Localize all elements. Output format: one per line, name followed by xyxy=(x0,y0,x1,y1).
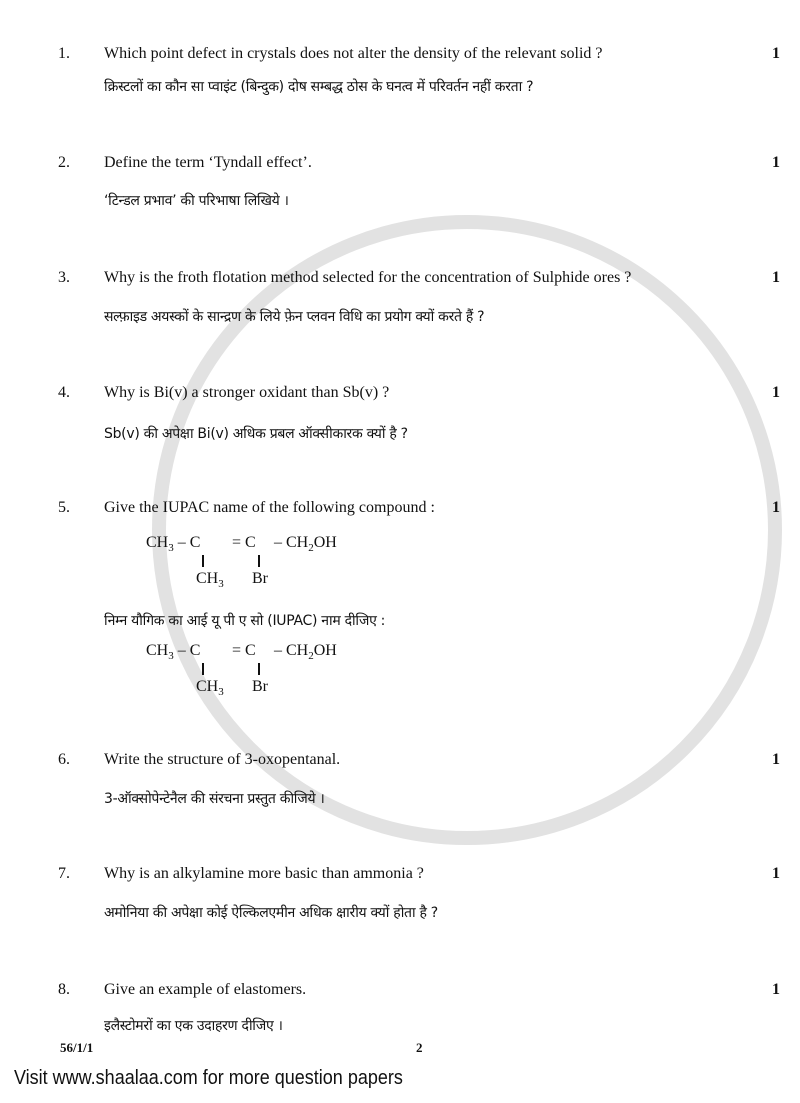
question-text-hindi: सल्फ़ाइड अयस्कों के सान्द्रण के लिये फ़ेन प्लवन विधि का प्रयोग क्यों करते हैं ? xyxy=(104,309,485,325)
formula-ch3: CH xyxy=(146,534,169,551)
subscript: 2 xyxy=(308,650,314,663)
question-text-hindi: क्रिस्टलों का कौन सा प्वाइंट (बिन्दुक) दोष सम्बद्ध ठोस के घनत्व में परिवर्तन नहीं करता ? xyxy=(104,79,534,95)
formula-oh: OH xyxy=(313,534,337,551)
paper-code: 56/1/1 xyxy=(60,1040,94,1055)
question-marks: 1 xyxy=(772,981,780,998)
question-text-english: Define the term ‘Tyndall effect’. xyxy=(104,154,312,171)
subscript: 2 xyxy=(308,542,314,555)
subscript: 3 xyxy=(218,578,224,591)
question-text-english: Write the structure of 3-oxopentanal. xyxy=(104,751,341,768)
visit-link[interactable]: Visit www.shaalaa.com for more question papers xyxy=(14,1067,403,1089)
question-number: 7. xyxy=(58,865,70,882)
question-marks: 1 xyxy=(772,269,780,286)
bond-line xyxy=(258,555,260,567)
formula-branch-br: Br xyxy=(252,678,268,695)
question-text-hindi: इलैस्टोमरों का एक उदाहरण दीजिए । xyxy=(104,1018,283,1034)
formula-branch-br: Br xyxy=(252,570,268,587)
formula-ch2: – CH xyxy=(274,534,309,551)
question-number: 5. xyxy=(58,499,70,516)
formula-c: – C xyxy=(173,534,201,551)
bond-line xyxy=(202,663,204,675)
question-text-english: Why is the froth flotation method selected for the concentration of Sulphide ores ? xyxy=(104,269,632,286)
question-number: 2. xyxy=(58,154,70,171)
question-text-hindi: Sb(v) की अपेक्षा Bi(v) अधिक प्रबल ऑक्सीकारक क्यों है ? xyxy=(104,426,408,442)
subscript: 3 xyxy=(218,686,224,699)
formula-branch-ch3: CH xyxy=(196,678,219,695)
formula-ch3: CH xyxy=(146,642,169,659)
formula-oh: OH xyxy=(313,642,337,659)
formula-branch-ch3: CH xyxy=(196,570,219,587)
question-text-english: Why is Bi(v) a stronger oxidant than Sb(v) ? xyxy=(104,384,390,401)
subscript: 3 xyxy=(168,650,174,663)
question-number: 3. xyxy=(58,269,70,286)
question-marks: 1 xyxy=(772,499,780,516)
question-text-hindi: अमोनिया की अपेक्षा कोई ऐल्किलएमीन अधिक क्षारीय क्यों होता है ? xyxy=(104,905,438,921)
question-marks: 1 xyxy=(772,751,780,768)
bond-line xyxy=(258,663,260,675)
question-text-hindi: 3-ऑक्सोपेन्टेनैल की संरचना प्रस्तुत कीजिये । xyxy=(104,791,325,807)
subscript: 3 xyxy=(168,542,174,555)
question-marks: 1 xyxy=(772,45,780,62)
formula-double-bond-c: = C xyxy=(232,642,256,659)
formula-double-bond-c: = C xyxy=(232,534,256,551)
question-marks: 1 xyxy=(772,384,780,401)
question-text-english: Why is an alkylamine more basic than ammonia ? xyxy=(104,865,424,882)
page-number: 2 xyxy=(416,1040,423,1055)
question-text-hindi: निम्न यौगिक का आई यू पी ए सो (IUPAC) नाम दीजिए : xyxy=(104,613,386,629)
bond-line xyxy=(202,555,204,567)
formula-ch2: – CH xyxy=(274,642,309,659)
question-number: 8. xyxy=(58,981,70,998)
question-number: 4. xyxy=(58,384,70,401)
question-text-hindi: ‘टिन्डल प्रभाव’ की परिभाषा लिखिये । xyxy=(104,193,289,209)
question-text-english: Which point defect in crystals does not alter the density of the relevant solid ? xyxy=(104,45,603,62)
question-text-english: Give the IUPAC name of the following compound : xyxy=(104,499,435,516)
question-number: 6. xyxy=(58,751,70,768)
question-marks: 1 xyxy=(772,865,780,882)
formula-c: – C xyxy=(173,642,201,659)
question-number: 1. xyxy=(58,45,70,62)
question-text-english: Give an example of elastomers. xyxy=(104,981,307,998)
question-marks: 1 xyxy=(772,154,780,171)
